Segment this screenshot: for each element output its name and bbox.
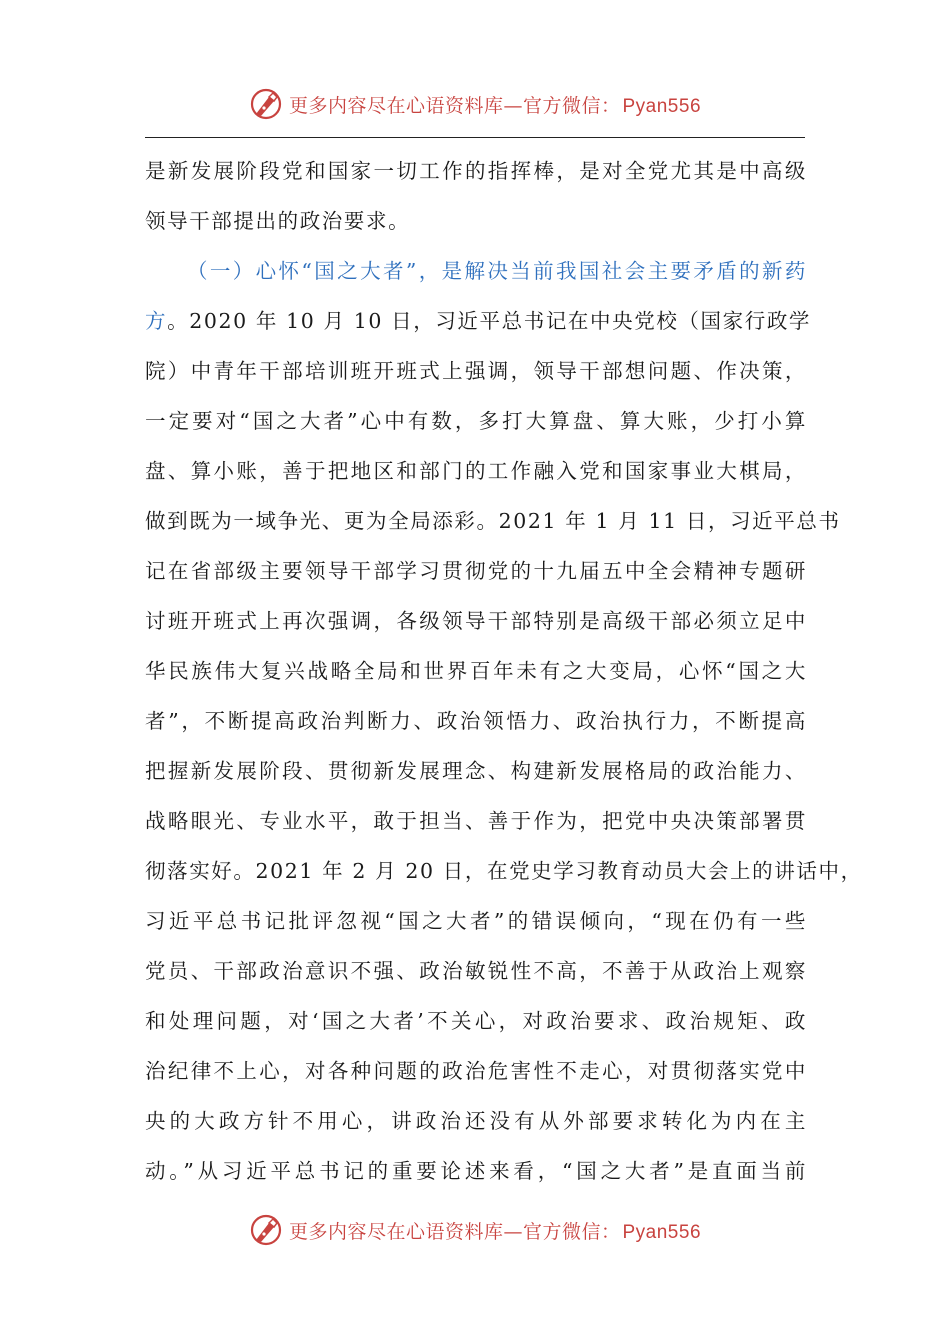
header-banner [249, 87, 701, 121]
body-line: 者”，不断提高政治判断力、政治领悟力、政治执行力，不断提高 [145, 709, 807, 733]
page-footer [0, 1210, 950, 1250]
body-line: 央的大政方针不用心，讲政治还没有从外部要求转化为内在主 [145, 1109, 807, 1133]
body-line: 治纪律不上心，对各种问题的政治危害性不走心，对贯彻落实党中 [145, 1059, 807, 1083]
body-line: 彻落实好。2021 年 2 月 20 日，在党史学习教育动员大会上的讲话中， [145, 859, 863, 883]
body-line: 和处理问题，对‘国之大者’不关心，对政治要求、政治规矩、政 [145, 1009, 807, 1033]
header-divider [145, 137, 805, 138]
header-banner-text: 更多内容尽在心语资料库—官方微信： [288, 94, 621, 117]
body-line: 把握新发展阶段、贯彻新发展理念、构建新发展格局的政治能力、 [145, 759, 807, 783]
body-line: 做到既为一域争光、更为全局添彩。2021 年 1 月 11 日，习近平总书 [145, 509, 841, 533]
header-wechat-id: Pyan556 [622, 95, 702, 117]
section-heading-tail: 方 [145, 309, 168, 333]
pen-nib-logo-icon [249, 1213, 283, 1247]
body-line: 记在省部级主要领导干部学习贯彻党的十九届五中全会精神专题研 [145, 559, 807, 583]
footer-banner [249, 1213, 701, 1247]
body-line: 盘、算小账，善于把地区和部门的工作融入党和国家事业大棋局， [145, 459, 807, 483]
body-line: 动。”从习近平总书记的重要论述来看，“国之大者”是直面当前 [145, 1159, 807, 1183]
body-line [145, 296, 812, 346]
footer-wechat-id: Pyan556 [622, 1221, 702, 1243]
body-line: 领导干部提出的政治要求。 [145, 209, 411, 233]
body-line: 一定要对“国之大者”心中有数，多打大算盘、算大账，少打小算 [145, 409, 807, 433]
body-line: 党员、干部政治意识不强、政治敏锐性不高，不善于从政治上观察 [145, 959, 807, 983]
page-header [0, 84, 950, 124]
body-line: 习近平总书记批评忽视“国之大者”的错误倾向，“现在仍有一些 [145, 909, 807, 933]
body-line-text: 。2020 年 10 月 10 日，习近平总书记在中央党校（国家行政学 [167, 309, 812, 333]
document-body [145, 146, 863, 1196]
body-line: 华民族伟大复兴战略全局和世界百年未有之大变局，心怀“国之大 [145, 659, 807, 683]
section-heading-line: （一）心怀“国之大者”，是解决当前我国社会主要矛盾的新药 [187, 259, 807, 283]
body-line: 讨班开班式上再次强调，各级领导干部特别是高级干部必须立足中 [145, 609, 807, 633]
pen-nib-logo-icon [249, 87, 283, 121]
body-line: 院）中青年干部培训班开班式上强调，领导干部想问题、作决策， [145, 359, 807, 383]
footer-banner-text: 更多内容尽在心语资料库—官方微信： [288, 1220, 621, 1243]
body-line: 是新发展阶段党和国家一切工作的指挥棒，是对全党尤其是中高级 [145, 159, 807, 183]
body-line: 战略眼光、专业水平，敢于担当、善于作为，把党中央决策部署贯 [145, 809, 807, 833]
